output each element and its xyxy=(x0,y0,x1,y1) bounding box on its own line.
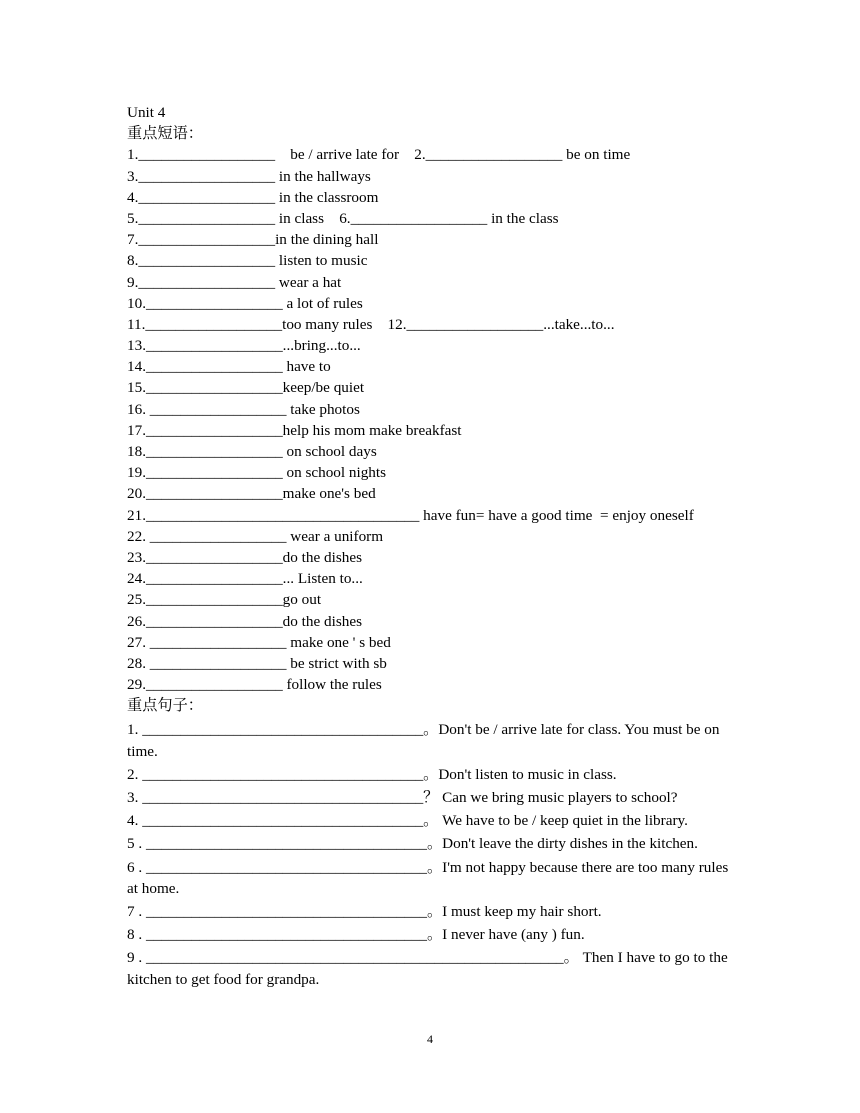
sentence-7: 7 . _____________________________________。I must keep my hair short. xyxy=(127,903,602,921)
sentence-9: 9 . _______________________________________________________。 Then I have to go to the kitchen to get food for grandpa. xyxy=(127,949,732,988)
phrase-line-1: 1.__________________ be / arrive late for 2.__________________ be on time xyxy=(127,146,631,164)
phrases-list xyxy=(127,144,742,695)
phrase-line-9: 9.__________________ wear a hat xyxy=(127,273,342,291)
phrase-line-10: 10.__________________ a lot of rules xyxy=(127,294,363,312)
phrase-line-17: 17.__________________help his mom make breakfast xyxy=(127,421,462,439)
unit-title: Unit 4 xyxy=(127,104,166,121)
page-number: 4 xyxy=(427,1032,433,1046)
phrase-line-4: 4.__________________ in the classroom xyxy=(127,188,379,206)
sentences-heading: 重点句子： xyxy=(127,697,203,715)
phrase-line-5: 5.__________________ in class 6.__________________ in the class xyxy=(127,209,559,227)
sentence-4: 4. _____________________________________。 We have to be / keep quiet in the library. xyxy=(127,812,688,830)
phrase-line-22: 22. __________________ wear a uniform xyxy=(127,527,384,545)
sentences-list xyxy=(127,719,742,989)
phrase-line-29: 29.__________________ follow the rules xyxy=(127,676,382,694)
sentence-5: 5 . _____________________________________。Don't leave the dirty dishes in the kitchen. xyxy=(127,835,698,853)
sentence-1: 1. _____________________________________。Don't be / arrive late for class. You must be on time. xyxy=(127,721,724,760)
phrase-line-21: 21.____________________________________ have fun= have a good time = enjoy oneself xyxy=(127,506,694,524)
phrase-line-24: 24.__________________... Listen to... xyxy=(127,570,363,588)
phrase-line-28: 28. __________________ be strict with sb xyxy=(127,654,387,672)
phrase-line-8: 8.__________________ listen to music xyxy=(127,252,368,270)
phrase-line-15: 15.__________________keep/be quiet xyxy=(127,379,365,397)
phrase-line-3: 3.__________________ in the hallways xyxy=(127,167,371,185)
sentence-8: 8 . _____________________________________。I never have (any ) fun. xyxy=(127,926,585,944)
phrase-line-23: 23.__________________do the dishes xyxy=(127,548,362,566)
phrase-line-18: 18.__________________ on school days xyxy=(127,443,377,460)
phrase-line-11: 11.__________________too many rules 12.__________________...take...to... xyxy=(127,315,615,333)
phrase-line-19: 19.__________________ on school nights xyxy=(127,464,387,482)
worksheet-content xyxy=(127,102,742,992)
sentence-6: 6 . _____________________________________。I'm not happy because there are too many rules at home. xyxy=(127,858,733,897)
phrases-heading: 重点短语： xyxy=(127,125,203,143)
sentence-2: 2. _____________________________________。Don't listen to music in class. xyxy=(127,765,617,783)
phrase-line-13: 13.__________________...bring...to... xyxy=(127,337,361,355)
sentence-3: 3. _____________________________________？ Can we bring music players to school? xyxy=(127,789,678,807)
phrase-line-16: 16. __________________ take photos xyxy=(127,400,360,418)
phrase-line-25: 25.__________________go out xyxy=(127,591,322,609)
phrase-line-14: 14.__________________ have to xyxy=(127,358,331,376)
phrase-line-20: 20.__________________make one's bed xyxy=(127,485,376,503)
phrase-line-27: 27. __________________ make one ' s bed xyxy=(127,633,391,651)
phrase-line-26: 26.__________________do the dishes xyxy=(127,612,362,630)
phrase-line-7: 7.__________________in the dining hall xyxy=(127,231,379,249)
